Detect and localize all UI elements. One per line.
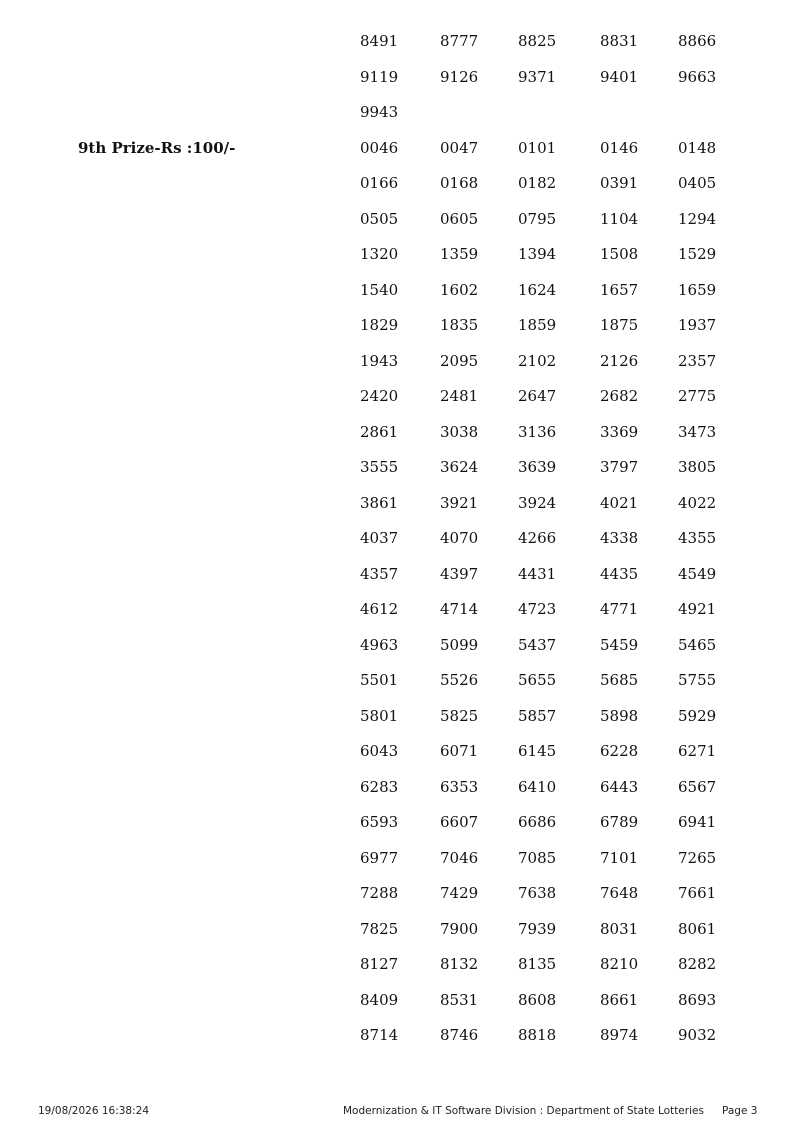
- ticket-number: 9371: [518, 67, 557, 86]
- footer-page-number: Page 3: [722, 1105, 758, 1117]
- ticket-number: 7825: [360, 919, 399, 938]
- number-row: [0, 599, 800, 619]
- ticket-number: 3038: [440, 422, 479, 441]
- ticket-number: 7101: [600, 848, 639, 867]
- ticket-number: 1540: [360, 280, 399, 299]
- ticket-number: 1294: [678, 209, 717, 228]
- ticket-number: 8777: [440, 32, 479, 50]
- ticket-number: 4266: [518, 529, 557, 547]
- ticket-number: 2861: [360, 422, 399, 441]
- ticket-number: 3924: [518, 493, 557, 512]
- ticket-number: 8693: [678, 990, 717, 1009]
- number-row: [0, 848, 800, 868]
- ticket-number: 6443: [600, 777, 639, 796]
- ticket-number: 1359: [440, 245, 479, 263]
- ticket-number: 7085: [518, 848, 557, 867]
- ticket-number: 5857: [518, 706, 557, 725]
- ticket-number: 8818: [518, 1026, 557, 1044]
- ticket-number: 8866: [678, 32, 717, 50]
- number-row: [0, 173, 800, 193]
- ticket-number: 6228: [600, 742, 639, 760]
- ticket-number: 7288: [360, 884, 399, 902]
- ticket-number: 1602: [440, 280, 479, 299]
- ticket-number: 6410: [518, 777, 557, 796]
- ticket-number: 5099: [440, 635, 479, 654]
- ticket-number: 8661: [600, 990, 639, 1009]
- ticket-number: 9663: [678, 67, 717, 86]
- ticket-number: 5501: [360, 671, 399, 689]
- page-footer: [0, 1105, 800, 1121]
- ticket-number: 7429: [440, 884, 479, 902]
- ticket-number: 3639: [518, 458, 557, 476]
- ticket-number: 8714: [360, 1026, 399, 1044]
- ticket-number: 5825: [440, 706, 479, 725]
- ticket-number: 4037: [360, 529, 399, 547]
- number-row: [0, 102, 800, 122]
- ticket-number: 5898: [600, 706, 639, 725]
- ticket-number: 0795: [518, 209, 557, 228]
- ticket-number: 8974: [600, 1026, 639, 1044]
- ticket-number: 8825: [518, 32, 557, 50]
- ticket-number: 3555: [360, 458, 399, 476]
- number-row: [0, 315, 800, 335]
- ticket-number: 1508: [600, 245, 639, 263]
- ticket-number: 1829: [360, 316, 399, 334]
- ticket-number: 1659: [678, 280, 717, 299]
- ticket-number: 8831: [600, 32, 639, 50]
- ticket-number: 0047: [440, 138, 479, 157]
- ticket-number: 5459: [600, 635, 639, 654]
- ticket-number: 6686: [518, 813, 557, 831]
- ticket-number: 3797: [600, 458, 639, 476]
- prize-label: 9th Prize-Rs :100/-: [78, 138, 236, 157]
- ticket-number: 4022: [678, 493, 717, 512]
- ticket-number: 4963: [360, 635, 399, 654]
- ticket-number: 1529: [678, 245, 717, 263]
- ticket-number: 6567: [678, 777, 717, 796]
- ticket-number: 0168: [440, 174, 479, 192]
- ticket-number: 4338: [600, 529, 639, 547]
- ticket-number: 8746: [440, 1026, 479, 1044]
- number-row: [0, 67, 800, 87]
- ticket-number: 1835: [440, 316, 479, 334]
- ticket-number: 4431: [518, 564, 557, 583]
- ticket-number: 9943: [360, 103, 399, 121]
- ticket-number: 4549: [678, 564, 717, 583]
- ticket-number: 4921: [678, 600, 717, 618]
- footer-timestamp: 19/08/2026 16:38:24: [38, 1105, 150, 1117]
- ticket-number: 6145: [518, 742, 557, 760]
- ticket-number: 5655: [518, 671, 557, 689]
- number-row: [0, 564, 800, 584]
- ticket-number: 2420: [360, 387, 399, 405]
- ticket-number: 1394: [518, 245, 557, 263]
- number-row: [0, 280, 800, 300]
- number-row: [0, 670, 800, 690]
- number-row: [0, 812, 800, 832]
- ticket-number: 4612: [360, 600, 399, 618]
- ticket-number: 8491: [360, 32, 399, 50]
- ticket-number: 0405: [678, 174, 717, 192]
- ticket-number: 0605: [440, 209, 479, 228]
- number-row: [0, 209, 800, 229]
- ticket-number: 1859: [518, 316, 557, 334]
- ticket-number: 5755: [678, 671, 717, 689]
- number-row: [0, 777, 800, 797]
- ticket-number: 0505: [360, 209, 399, 228]
- ticket-number: 2481: [440, 387, 479, 405]
- number-row: [0, 31, 800, 51]
- ticket-number: 6071: [440, 742, 479, 760]
- ticket-number: 1875: [600, 316, 639, 334]
- ticket-number: 4771: [600, 600, 639, 618]
- ticket-number: 2102: [518, 351, 557, 370]
- number-row: [0, 990, 800, 1010]
- ticket-number: 1320: [360, 245, 399, 263]
- ticket-number: 6353: [440, 777, 479, 796]
- ticket-number: 7638: [518, 884, 557, 902]
- ticket-number: 9126: [440, 67, 479, 86]
- ticket-number: 7648: [600, 884, 639, 902]
- ticket-number: 2775: [678, 387, 717, 405]
- ticket-number: 5929: [678, 706, 717, 725]
- number-row: [0, 493, 800, 513]
- number-row: [0, 351, 800, 371]
- number-row: [0, 528, 800, 548]
- ticket-number: 6607: [440, 813, 479, 831]
- ticket-number: 1943: [360, 351, 399, 370]
- ticket-number: 7661: [678, 884, 717, 902]
- ticket-number: 4397: [440, 564, 479, 583]
- number-row: [0, 244, 800, 264]
- ticket-number: 7900: [440, 919, 479, 938]
- ticket-number: 1937: [678, 316, 717, 334]
- ticket-number: 0391: [600, 174, 639, 192]
- ticket-number: 1104: [600, 209, 639, 228]
- ticket-number: 5465: [678, 635, 717, 654]
- number-row: [0, 919, 800, 939]
- ticket-number: 3861: [360, 493, 399, 512]
- ticket-number: 9032: [678, 1026, 717, 1044]
- footer-division: Modernization & IT Software Division : Department of State Lotteries: [343, 1105, 704, 1117]
- ticket-number: 5526: [440, 671, 479, 689]
- ticket-number: 0148: [678, 138, 717, 157]
- ticket-number: 6271: [678, 742, 717, 760]
- ticket-number: 5801: [360, 706, 399, 725]
- ticket-number: 6977: [360, 848, 399, 867]
- ticket-number: 4714: [440, 600, 479, 618]
- ticket-number: 8531: [440, 990, 479, 1009]
- ticket-number: 4723: [518, 600, 557, 618]
- ticket-number: 0182: [518, 174, 557, 192]
- ticket-number: 6789: [600, 813, 639, 831]
- ticket-number: 7265: [678, 848, 717, 867]
- ticket-number: 2357: [678, 351, 717, 370]
- ticket-number: 8409: [360, 990, 399, 1009]
- ticket-number: 4070: [440, 529, 479, 547]
- ticket-number: 3369: [600, 422, 639, 441]
- ticket-number: 8135: [518, 955, 557, 973]
- number-row: [0, 954, 800, 974]
- ticket-number: 8031: [600, 919, 639, 938]
- ticket-number: 2647: [518, 387, 557, 405]
- ticket-number: 0166: [360, 174, 399, 192]
- ticket-number: 1657: [600, 280, 639, 299]
- ticket-number: 7046: [440, 848, 479, 867]
- ticket-number: 0146: [600, 138, 639, 157]
- ticket-number: 6593: [360, 813, 399, 831]
- ticket-number: 3805: [678, 458, 717, 476]
- ticket-number: 4021: [600, 493, 639, 512]
- ticket-number: 7939: [518, 919, 557, 938]
- ticket-number: 3624: [440, 458, 479, 476]
- ticket-number: 2126: [600, 351, 639, 370]
- ticket-number: 8061: [678, 919, 717, 938]
- ticket-number: 0046: [360, 138, 399, 157]
- ticket-number: 3473: [678, 422, 717, 441]
- ticket-number: 8210: [600, 955, 639, 973]
- number-row: [0, 706, 800, 726]
- ticket-number: 8282: [678, 955, 717, 973]
- ticket-number: 8127: [360, 955, 399, 973]
- number-row: [0, 1025, 800, 1045]
- number-row: [0, 457, 800, 477]
- ticket-number: 9119: [360, 67, 399, 86]
- ticket-number: 6283: [360, 777, 399, 796]
- ticket-number: 3136: [518, 422, 557, 441]
- number-row: [0, 741, 800, 761]
- ticket-number: 5437: [518, 635, 557, 654]
- ticket-number: 6043: [360, 742, 399, 760]
- ticket-number: 2095: [440, 351, 479, 370]
- ticket-number: 1624: [518, 280, 557, 299]
- ticket-number: 0101: [518, 138, 557, 157]
- ticket-number: 4435: [600, 564, 639, 583]
- ticket-number: 5685: [600, 671, 639, 689]
- ticket-number: 2682: [600, 387, 639, 405]
- ticket-number: 3921: [440, 493, 479, 512]
- ticket-number: 6941: [678, 813, 717, 831]
- ticket-number: 8608: [518, 990, 557, 1009]
- ticket-number: 9401: [600, 67, 639, 86]
- ticket-number: 8132: [440, 955, 479, 973]
- ticket-number: 4355: [678, 529, 717, 547]
- ticket-number: 4357: [360, 564, 399, 583]
- number-row: [0, 422, 800, 442]
- number-row: [0, 386, 800, 406]
- number-row: [0, 883, 800, 903]
- number-row: [0, 635, 800, 655]
